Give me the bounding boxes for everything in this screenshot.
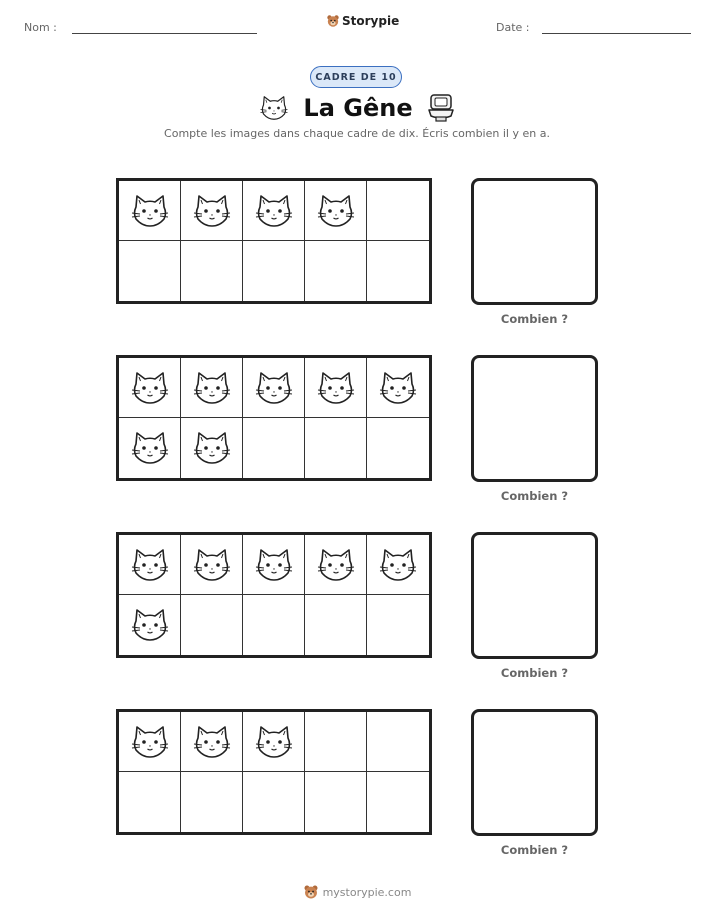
frame-cell-empty	[181, 772, 243, 832]
frame-cell-filled	[181, 418, 243, 478]
bear-logo-icon	[326, 14, 340, 28]
brand-name: Storypie	[342, 14, 400, 28]
cat-face-icon	[378, 547, 418, 583]
frame-cell-filled	[119, 712, 181, 772]
frame-cell-empty	[305, 712, 367, 772]
worksheet-type-badge: CADRE DE 10	[310, 66, 402, 88]
answer-box[interactable]	[471, 532, 598, 659]
frame-cell-empty	[305, 241, 367, 301]
frame-cell-empty	[305, 772, 367, 832]
cat-face-icon	[130, 430, 170, 466]
cat-face-icon	[254, 547, 294, 583]
frame-cell-filled	[119, 535, 181, 595]
frame-cell-empty	[367, 772, 429, 832]
cat-face-icon	[192, 724, 232, 760]
cat-face-icon	[192, 370, 232, 406]
ten-frame	[116, 532, 432, 658]
frame-cell-filled	[119, 358, 181, 418]
footer-url: mystorypie.com	[322, 885, 412, 899]
answer-label: Combien ?	[500, 312, 569, 326]
answer-box[interactable]	[471, 709, 598, 836]
frame-cell-empty	[243, 241, 305, 301]
frame-cell-filled	[119, 595, 181, 655]
frame-cell-empty	[243, 595, 305, 655]
frame-cell-empty	[367, 241, 429, 301]
frame-cell-filled	[243, 535, 305, 595]
frame-cell-empty	[367, 181, 429, 241]
cat-face-icon	[254, 193, 294, 229]
cat-face-icon	[378, 370, 418, 406]
cat-face-icon	[259, 94, 289, 122]
frame-cell-empty	[181, 241, 243, 301]
frame-cell-filled	[243, 712, 305, 772]
frame-cell-filled	[367, 535, 429, 595]
frame-cell-empty	[305, 418, 367, 478]
frame-cell-filled	[305, 358, 367, 418]
frame-cell-filled	[181, 535, 243, 595]
frame-cell-empty	[243, 772, 305, 832]
cat-face-icon	[130, 607, 170, 643]
instructions: Compte les images dans chaque cadre de dix. Écris combien il y en a.	[164, 127, 550, 140]
cat-face-icon	[254, 724, 294, 760]
brand-logo	[326, 14, 399, 28]
bear-logo-icon	[303, 884, 319, 900]
frame-cell-empty	[367, 418, 429, 478]
footer	[0, 884, 714, 900]
frame-cell-empty	[367, 712, 429, 772]
cat-face-icon	[316, 370, 356, 406]
frame-cell-filled	[119, 181, 181, 241]
ten-frame	[116, 178, 432, 304]
page-title: La Gêne	[303, 94, 413, 122]
cat-face-icon	[192, 193, 232, 229]
answer-label: Combien ?	[500, 489, 569, 503]
frame-cell-empty	[243, 418, 305, 478]
date-label: Date :	[496, 21, 530, 34]
answer-box[interactable]	[471, 178, 598, 305]
cat-face-icon	[192, 547, 232, 583]
frame-cell-empty	[119, 772, 181, 832]
frame-cell-filled	[181, 358, 243, 418]
cat-face-icon	[130, 724, 170, 760]
answer-label: Combien ?	[500, 843, 569, 857]
frame-cell-filled	[119, 418, 181, 478]
ten-frame	[116, 355, 432, 481]
frame-cell-filled	[305, 181, 367, 241]
cat-face-icon	[130, 547, 170, 583]
frame-cell-empty	[181, 595, 243, 655]
frame-cell-filled	[243, 181, 305, 241]
frame-cell-empty	[305, 595, 367, 655]
title-row	[0, 92, 714, 124]
toilet-icon	[427, 93, 455, 123]
frame-cell-filled	[305, 535, 367, 595]
cat-face-icon	[316, 547, 356, 583]
cat-face-icon	[316, 193, 356, 229]
cat-face-icon	[254, 370, 294, 406]
name-line[interactable]	[72, 33, 257, 34]
ten-frame	[116, 709, 432, 835]
name-label: Nom :	[24, 21, 57, 34]
frame-cell-empty	[119, 241, 181, 301]
frame-cell-filled	[181, 181, 243, 241]
date-line[interactable]	[542, 33, 691, 34]
frame-cell-filled	[243, 358, 305, 418]
answer-box[interactable]	[471, 355, 598, 482]
cat-face-icon	[130, 370, 170, 406]
frame-cell-filled	[367, 358, 429, 418]
header	[0, 14, 714, 44]
cat-face-icon	[192, 430, 232, 466]
cat-face-icon	[130, 193, 170, 229]
frame-cell-empty	[367, 595, 429, 655]
answer-label: Combien ?	[500, 666, 569, 680]
frame-cell-filled	[181, 712, 243, 772]
